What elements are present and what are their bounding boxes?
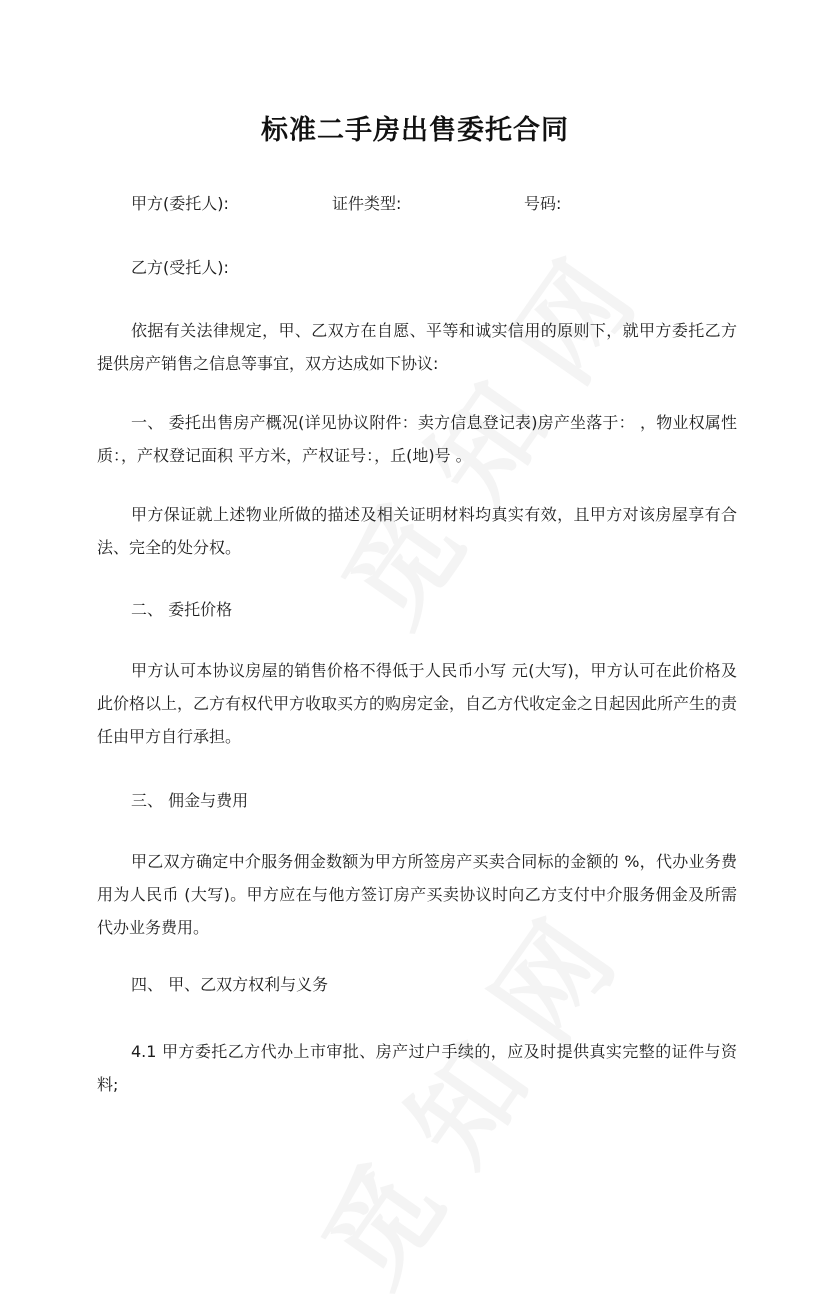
document-title: 标准二手房出售委托合同 [261, 115, 569, 146]
number-label: 号码: [524, 194, 562, 213]
section-1-paragraph: 一、 委托出售房产概况(详见协议附件：卖方信息登记表)房产坐落于： ，物业权属性质：，产权登记面积 平方米，产权证号：，丘(地)号 。 [97, 413, 737, 465]
intro-paragraph: 依据有关法律规定，甲、乙双方在自愿、平等和诚实信用的原则下，就甲方委托乙方提供房产销售之信息等事宜，双方达成如下协议: [97, 321, 737, 373]
section-4-1-paragraph: 4.1 甲方委托乙方代办上市审批、房产过户手续的，应及时提供真实完整的证件与资料; [97, 1042, 737, 1094]
id-type-label: 证件类型: [332, 194, 402, 213]
party-a-label: 甲方(委托人): [131, 194, 229, 213]
section-2-paragraph: 甲方认可本协议房屋的销售价格不得低于人民币小写 元(大写)，甲方认可在此价格及此价格以上，乙方有权代甲方收取买方的购房定金，自乙方代收定金之日起因此所产生的责任由甲方自行承担。 [97, 661, 738, 746]
section-1-guarantee: 甲方保证就上述物业所做的描述及相关证明材料均真实有效，且甲方对该房屋享有合法、完全的处分权。 [97, 505, 737, 557]
section-3-paragraph: 甲乙双方确定中介服务佣金数额为甲方所签房产买卖合同标的金额的 %，代办业务费用为人民币 (大写)。甲方应在与他方签订房产买卖协议时向乙方支付中介服务佣金及所需代办业务费用。 [97, 852, 737, 937]
section-3-heading: 三、 佣金与费用 [131, 791, 249, 810]
section-2-heading: 二、 委托价格 [131, 600, 233, 619]
party-b-label: 乙方(受托人): [131, 258, 229, 277]
section-4-heading: 四、 甲、乙双方权利与义务 [131, 975, 329, 994]
